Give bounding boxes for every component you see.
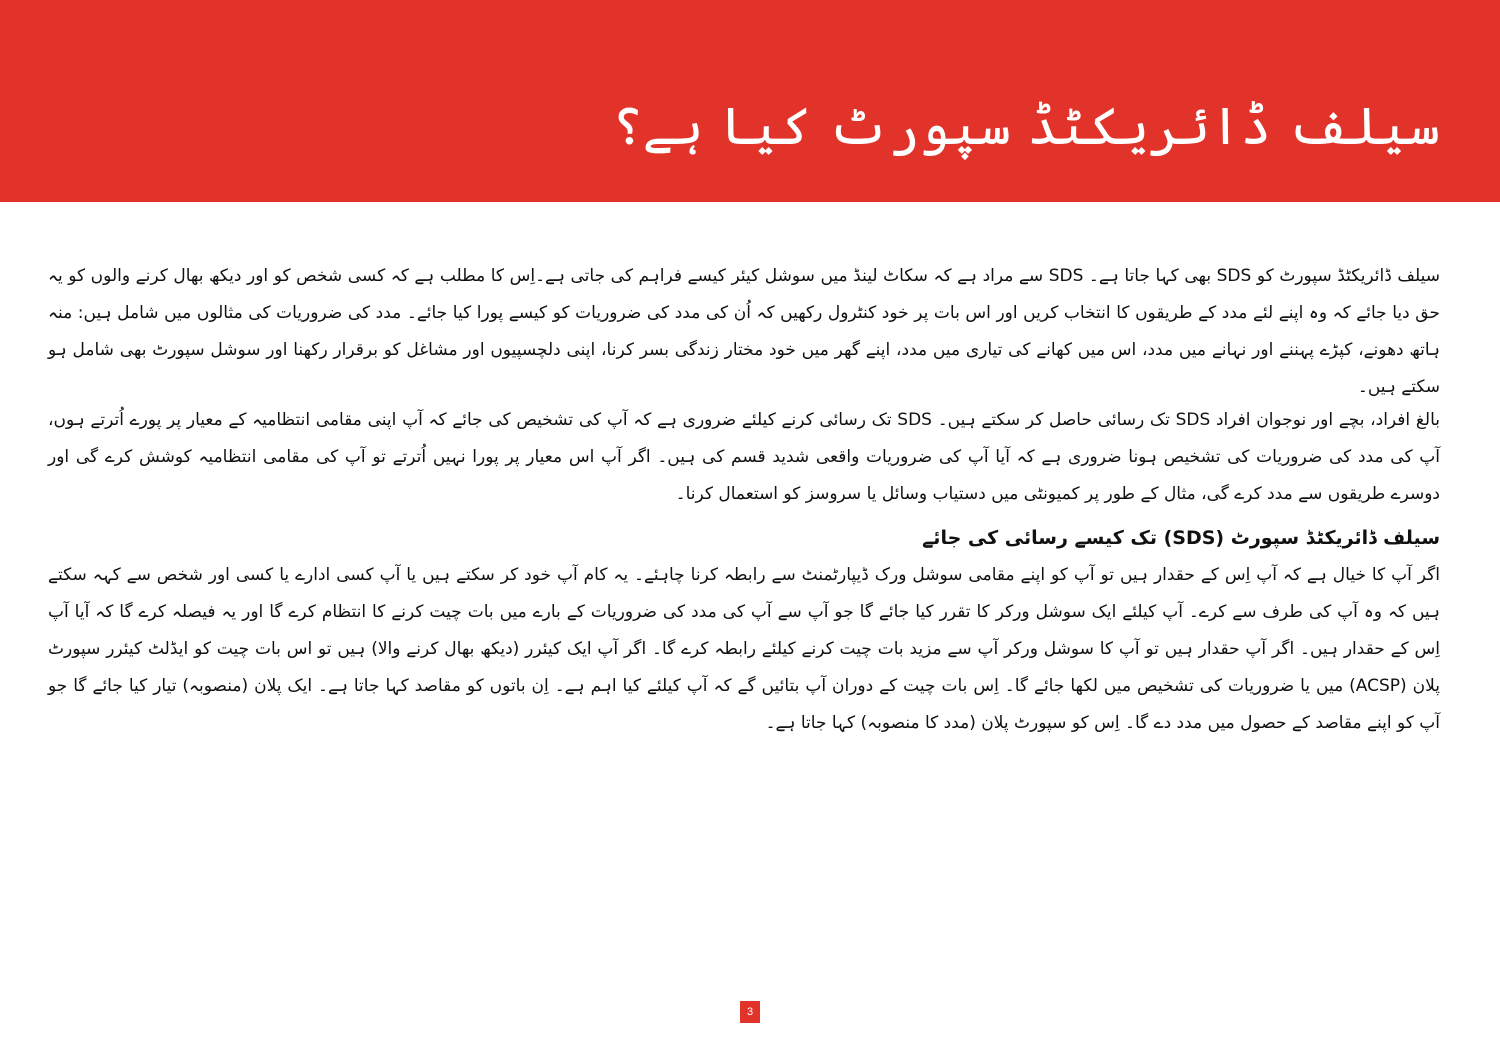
intro-paragraph: سیلف ڈائریکٹڈ سپورٹ کو SDS بھی کہا جاتا ہے۔ SDS سے مراد ہے کہ سکاٹ لینڈ میں سوشل کیئر کیسے فراہم کی جاتی ہے۔اِس کا مطلب ہے کہ کسی شخص کو اور دیکھ بھال کرنے والوں کو یہ حق دیا جائے کہ وہ اپنے لئے مدد کے طریقوں کا انتخاب کریں اور اس بات پر خود کنٹرول رکھیں کہ اُن کی مدد کی ضروریات کو کیسے پورا کیا جائے۔ مدد کی ضروریات کی مثالوں میں شامل ہیں: منہ ہاتھ دھونے، کپڑے پہننے اور نہانے میں مدد، اس میں کھانے کی تیاری میں مدد، اپنے گھر میں خود مختار زندگی بسر کرنا، اپنی دلچسپیوں اور مشاغل کو برقرار رکھنا اور سوشل سپورٹ بھی شامل ہو سکتے ہیں۔ bbox=[48, 266, 1440, 397]
access-paragraph: اگر آپ کا خیال ہے کہ آپ اِس کے حقدار ہیں تو آپ کو اپنے مقامی سوشل ورک ڈیپارٹمنٹ سے رابطہ کرنا چاہئے۔ یہ کام آپ خود کر سکتے ہیں یا آپ کسی ادارے یا کسی اور شخص سے کہہ سکتے ہیں کہ وہ آپ کی طرف سے کرے۔ آپ کیلئے ایک سوشل ورکر کا تقرر کیا جائے گا جو آپ سے آپ کی مدد کی ضروریات کے بارے میں بات چیت کرنے کا انتظام کرے گا اور یہ فیصلہ کرے گا کہ آیا آپ اِس کے حقدار ہیں۔ اگر آپ حقدار ہیں تو آپ کا سوشل ورکر آپ سے مزید بات چیت کرنے کیلئے رابطہ کرے گا۔ اگر آپ ایک کیئرر (دیکھ بھال کرنے والا) ہیں تو اس بات چیت کو ایڈلٹ کیئرر سپورٹ پلان (ACSP) میں یا ضروریات کی تشخیص میں لکھا جائے گا۔ اِس بات چیت کے دوران آپ بتائیں گے کہ آپ کیلئے کیا اہم ہے۔ اِن باتوں کو مقاصد کہا جاتا ہے۔ ایک پلان (منصوبہ) تیار کیا جائے گا جو آپ کو اپنے مقاصد کے حصول میں مدد دے گا۔ اِس کو سپورٹ پلان (مدد کا منصوبہ) کہا جاتا ہے۔ bbox=[48, 565, 1440, 733]
main-content bbox=[48, 258, 1440, 742]
section-heading: سیلف ڈائریکٹڈ سپورٹ (SDS) تک کیسے رسائی کی جائے bbox=[922, 527, 1440, 549]
page-number-badge: 3 bbox=[740, 1001, 760, 1023]
header-banner bbox=[0, 0, 1500, 202]
eligibility-paragraph: بالغ افراد، بچے اور نوجوان افراد SDS تک رسائی حاصل کر سکتے ہیں۔ SDS تک رسائی کرنے کیلئے ضروری ہے کہ آپ کی تشخیص کی جائے کہ آپ اپنی مقامی انتظامیہ کے معیار پر پورے اُترتے ہوں، آپ کی مدد کی ضروریات کی تشخیص ہونا ضروری ہے کہ آیا آپ کی ضروریات واقعی شدید قسم کی ہیں۔ اگر آپ اس معیار پر پورا نہیں اُترتے تو آپ کی مقامی انتظامیہ کوشش کرے گی اور دوسرے طریقوں سے مدد کرے گی، مثال کے طور پر کمیونٹی میں دستیاب وسائل یا سروسز کو استعمال کرنا۔ bbox=[48, 410, 1441, 504]
page-title: سیلف ڈائریکٹڈ سپورٹ کیا ہے؟ bbox=[612, 97, 1440, 157]
